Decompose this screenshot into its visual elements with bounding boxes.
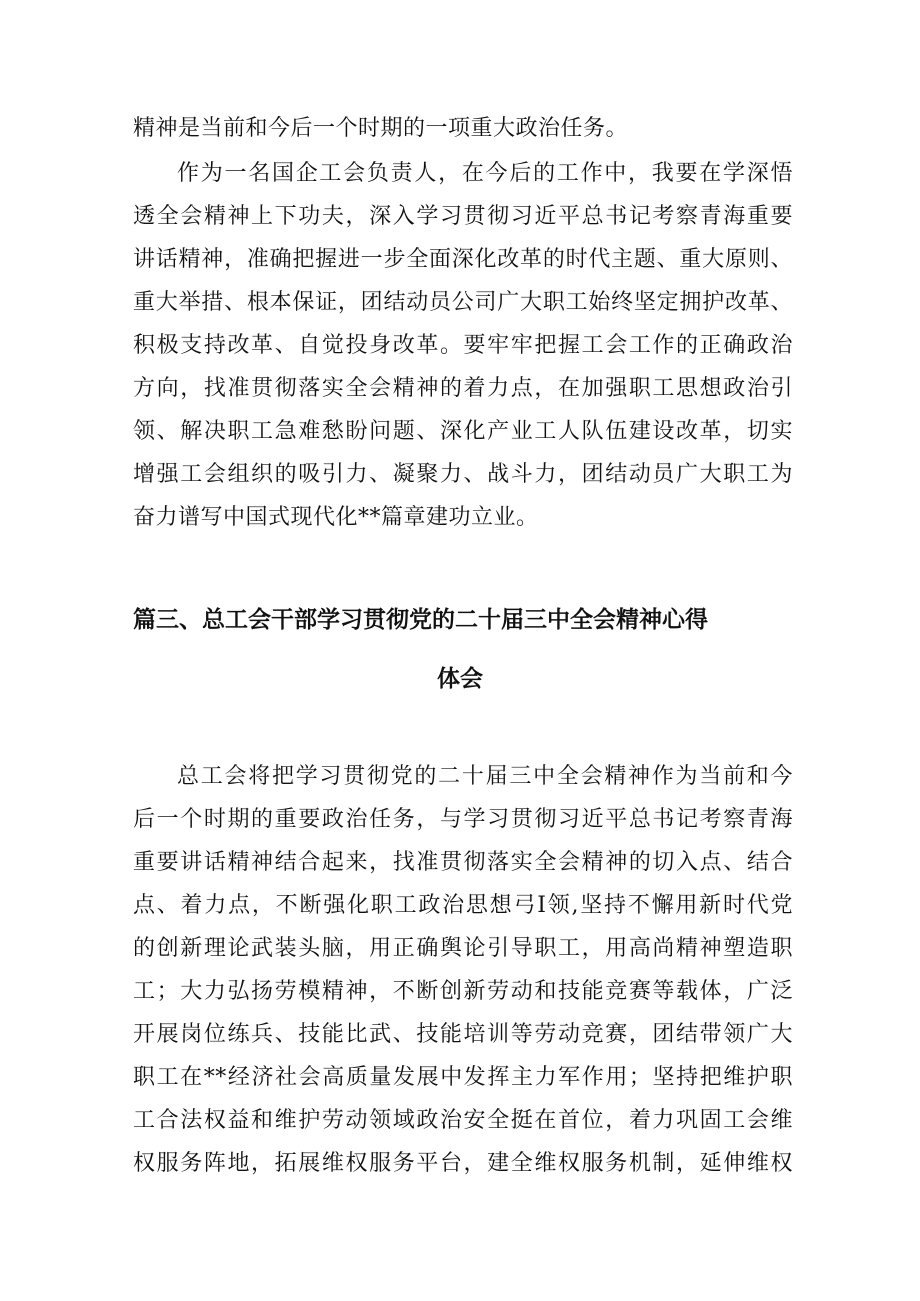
paragraph-3-line: 的创新理论武装头脑，用正确舆论引导职工，用高尚精神塑造职 (133, 936, 793, 961)
paragraph-3-line: 职工在**经济社会高质量发展中发挥主力军作用；坚持把维护职 (133, 1065, 793, 1090)
paragraph-2-line: 方向，找准贯彻落实全会精神的着力点，在加强职工思想政治引 (133, 376, 793, 401)
paragraph-2-line: 领、解决职工急难愁盼问题、深化产业工人队伍建设改革，切实 (133, 419, 793, 444)
paragraph-3-line: 权服务阵地，拓展维权服务平台，建全维权服务机制，延伸维权 (133, 1151, 793, 1176)
paragraph-2-line: 透全会精神上下功夫，深入学习贯彻习近平总书记考察青海重要 (133, 204, 793, 229)
section-heading: 篇三、总工会干部学习贯彻党的二十届三中全会精神心得 (133, 607, 708, 633)
paragraph-3-line: 工；大力弘扬劳模精神，不断创新劳动和技能竞赛等载体，广泛 (133, 979, 793, 1004)
paragraph-3-line: 点、着力点，不断强化职工政治思想弓I领,坚持不懈用新时代党 (133, 893, 793, 918)
paragraph-3-line: 开展岗位练兵、技能比武、技能培训等劳动竞赛，团结带领广大 (133, 1022, 793, 1047)
paragraph-2-line: 积极支持改革、自觉投身改革。要牢牢把握工会工作的正确政治 (133, 333, 793, 358)
paragraph-1-line: 精神是当前和今后一个时期的一项重大政治任务。 (133, 116, 629, 141)
section-heading-continued: 体会 (437, 666, 483, 692)
paragraph-3-line: 重要讲话精神结合起来，找准贯彻落实全会精神的切入点、结合 (133, 850, 793, 875)
paragraph-2-line: 讲话精神，准确把握进一步全面深化改革的时代主题、重大原则、 (133, 247, 793, 272)
paragraph-2-line: 作为一名国企工会负责人，在今后的工作中，我要在学深悟 (177, 161, 793, 186)
paragraph-2-line: 增强工会组织的吸引力、凝聚力、战斗力，团结动员广大职工为 (133, 462, 793, 487)
paragraph-2-line: 奋力谱写中国式现代化**篇章建功立业。 (133, 505, 539, 530)
paragraph-2-line: 重大举措、根本保证，团结动员公司广大职工始终坚定拥护改革、 (133, 290, 793, 315)
paragraph-3-line: 工合法权益和维护劳动领域政治安全挺在首位，着力巩固工会维 (133, 1108, 793, 1133)
paragraph-3-line: 后一个时期的重要政治任务，与学习贯彻习近平总书记考察青海 (133, 807, 793, 832)
paragraph-3-line: 总工会将把学习贯彻党的二十届三中全会精神作为当前和今 (177, 764, 793, 789)
